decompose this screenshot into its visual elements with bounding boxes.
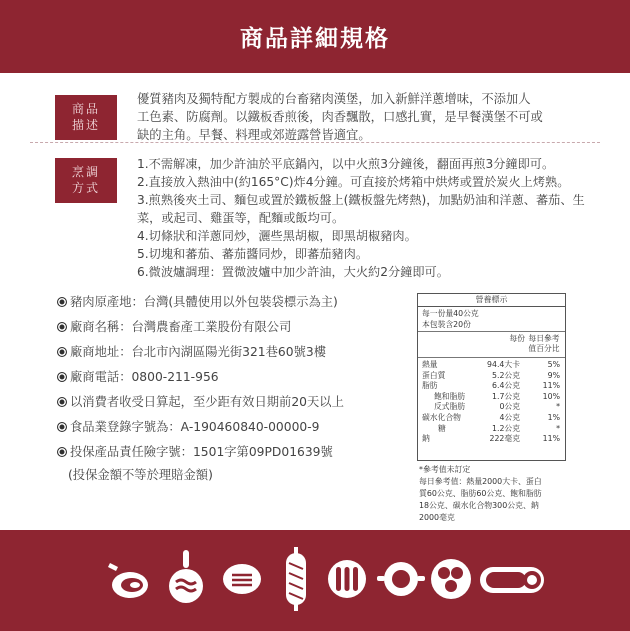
meatballs-icon: [430, 558, 472, 600]
nutrition-row: [418, 392, 565, 403]
nutrition-rows: [418, 357, 565, 445]
nutrient-name: 反式脂肪: [434, 402, 466, 412]
nutrient-percent: 9%: [547, 370, 560, 380]
cooking-step: 6.微波爐調理：置微波爐中加少許油，大火約2分鐘即可。: [137, 265, 449, 279]
bullet-icon: [57, 447, 67, 457]
info-item: [57, 415, 407, 440]
steak-icon: [222, 562, 262, 596]
footnote-line: 18公克、碳水化合物300公克、鈉: [419, 501, 539, 510]
nutrient-value: 1.7公克: [492, 391, 520, 401]
cooking-method-label: [55, 158, 117, 203]
info-company-address: 廠商地址：台北市內湖區陽光街321巷60號3樓: [70, 345, 326, 359]
nutrient-value: 94.4大卡: [487, 360, 520, 369]
nutrient-value: 5.2公克: [492, 370, 520, 380]
cooking-label-line1: 烹調: [71, 165, 100, 179]
footnote-line: 每日參考值：熱量2000大卡、蛋白: [419, 477, 542, 486]
cooking-step: 2.直接放入熱油中(約165°C)炸4分鐘。可直接於烤箱中烘烤或置於炭火上烤熟。: [137, 175, 570, 189]
info-origin: 豬肉原產地：台灣(具體使用以外包裝袋標示為主): [70, 295, 338, 309]
product-label-line2: 描述: [71, 118, 100, 132]
nutrient-value: 6.4公克: [492, 381, 520, 391]
nutrition-facts-table: [417, 293, 566, 461]
bullet-icon: [57, 322, 67, 332]
section-divider: [30, 142, 600, 143]
cooking-step: 5.切塊和蕃茄、蕃茄醬同炒，即蕃茄豬肉。: [137, 247, 369, 261]
bullet-icon: [57, 422, 67, 432]
daily-value-header: [525, 334, 563, 353]
servings-per-package: 本包裝含20份: [422, 319, 471, 329]
info-insurance-number: 投保產品責任險字號：1501字第09PD01639號: [70, 445, 333, 459]
nutrient-percent: *: [556, 423, 560, 433]
footnote-line: 2000毫克: [419, 513, 455, 522]
nutrition-row: [418, 402, 565, 413]
cooking-step: 4.切條狀和洋蔥同炒，灑些黑胡椒，即黑胡椒豬肉。: [137, 229, 417, 243]
cooking-step: 3.煎熟後夾土司、麵包或置於鐵板盤上(鐵板盤先烤熱)，加點奶油和洋蔥、蕃茄、生菜，或起司、雞蛋等，配麵或飯均可。: [137, 193, 585, 225]
description-line: 優質豬肉及獨特配方製成的台畜豬肉漢堡，加入新鮮洋蔥增味，不添加人: [137, 92, 531, 106]
nutrition-footnote: [419, 464, 577, 524]
info-item: [57, 365, 407, 390]
nutrient-name: 脂肪: [422, 381, 438, 391]
page-title: 商品詳細規格: [240, 26, 390, 52]
info-item: [57, 390, 407, 415]
nutrient-name: 糖: [438, 423, 446, 433]
product-description-label: [55, 95, 117, 140]
product-label-line1: 商品: [71, 102, 100, 116]
nutrient-name: 飽和脂肪: [434, 391, 466, 401]
nutrition-row: [418, 424, 565, 435]
description-line: 缺的主角。早餐、料理或郊遊露營皆適宜。: [137, 128, 371, 142]
info-item: [57, 315, 407, 340]
nutrition-row: [418, 434, 565, 445]
nutrient-name: 蛋白質: [422, 370, 446, 380]
bullet-icon: [57, 297, 67, 307]
cooking-steps: [137, 155, 617, 281]
info-expiry: 以消費者收受日算起，至少距有效日期前20天以上: [70, 395, 344, 409]
info-registration-number: 食品業登錄字號為：A-190460840-00000-9: [70, 420, 320, 434]
insurance-note: (投保金額不等於理賠金額): [68, 468, 213, 482]
sausage-icon: [283, 547, 309, 611]
description-line: 工色素、防腐劑。以鐵板香煎後，肉香飄散，口感扎實，是早餐漢堡不可或: [137, 110, 543, 124]
salami-icon: [478, 565, 546, 595]
bullet-icon: [57, 347, 67, 357]
nutrient-name: 鈉: [422, 434, 430, 444]
per-serving-header: 每份: [509, 334, 525, 343]
ham-icon: [104, 561, 152, 601]
nutrient-percent: 11%: [542, 434, 560, 444]
grilled-sausage-icon: [327, 558, 367, 600]
cooking-step: 1.不需解凍，加少許油於平底鍋內，以中火煎3分鐘後，翻面再煎3分鐘即可。: [137, 157, 555, 171]
info-company-phone: 廠商電話：0800-211-956: [70, 370, 219, 384]
info-company-name: 廠商名稱：台灣農畜產工業股份有限公司: [70, 320, 292, 334]
daily-value-header-line1: 每日參考: [528, 334, 560, 343]
nutrient-percent: 10%: [542, 391, 560, 401]
nutrient-value: 4公克: [499, 412, 520, 422]
nutrition-row: [418, 360, 565, 371]
bacon-pan-icon: [168, 548, 204, 606]
nutrient-name: 熱量: [422, 360, 438, 369]
pan-icon: [377, 560, 425, 598]
nutrient-percent: 1%: [547, 412, 560, 422]
nutrient-value: 222毫克: [489, 434, 520, 444]
footnote-line: *參考值未訂定: [419, 465, 471, 474]
nutrition-column-header: [418, 331, 565, 353]
cooking-label-line2: 方式: [71, 181, 100, 195]
product-info-list: [57, 290, 407, 465]
serving-size: 每一份量40公克: [422, 309, 479, 318]
nutrition-title: 營養標示: [418, 294, 565, 307]
footnote-line: 質60公克、脂肪60公克、飽和脂肪: [419, 489, 542, 498]
nutrition-row: [418, 381, 565, 392]
nutrition-row: [418, 371, 565, 382]
nutrient-percent: *: [556, 402, 560, 412]
info-item: [57, 440, 407, 465]
nutrient-percent: 5%: [547, 360, 560, 369]
product-description: [137, 90, 582, 144]
daily-value-header-line2: 值百分比: [528, 344, 560, 353]
info-item: [57, 290, 407, 315]
nutrition-row: [418, 413, 565, 424]
bullet-icon: [57, 397, 67, 407]
nutrient-percent: 11%: [542, 381, 560, 391]
nutrient-name: 碳水化合物: [422, 412, 461, 422]
info-item: [57, 340, 407, 365]
nutrient-value: 0公克: [499, 402, 520, 412]
bullet-icon: [57, 372, 67, 382]
nutrient-value: 1.2公克: [492, 423, 520, 433]
